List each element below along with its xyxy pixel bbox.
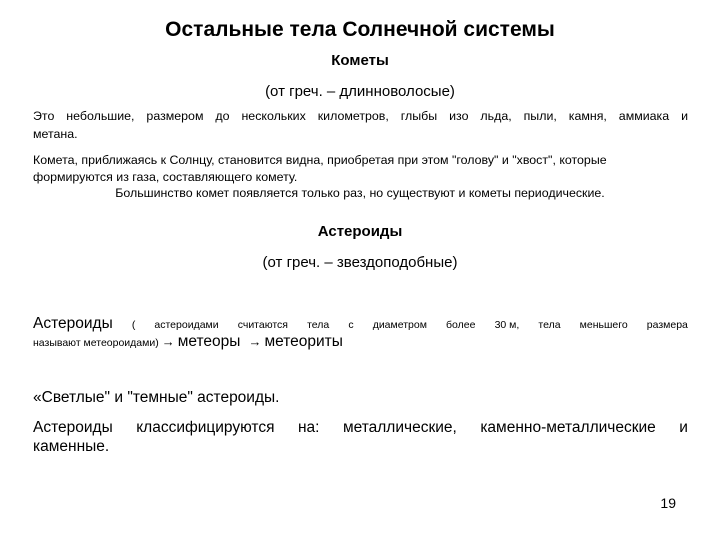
word: аммиака [618, 109, 670, 123]
classification-line-2: каменные. [33, 438, 110, 455]
comets-paragraph-1-line-2: метана. [33, 127, 78, 141]
word: тела [307, 319, 330, 331]
word: классифицируются [136, 419, 275, 436]
slide-title: Остальные тела Солнечной системы [165, 18, 555, 41]
word: небольшие, [66, 109, 135, 123]
word: размера [646, 319, 688, 331]
word: считаются [237, 319, 288, 331]
light-dark-asteroids: «Светлые" и "темные" астероиды. [33, 389, 280, 406]
word: размером [146, 109, 204, 123]
asteroids-etymology: (от греч. – звездоподобные) [262, 254, 458, 271]
word: на: [297, 419, 320, 436]
meteors-term: метеоры [177, 333, 241, 350]
page-number: 19 [660, 495, 676, 511]
word: меньшего [579, 319, 628, 331]
asteroids-heading: Астероиды [317, 223, 403, 240]
classification-line-1 [33, 419, 688, 437]
comets-etymology: (от греч. – длинноволосые) [265, 83, 455, 100]
word: металлические, [342, 419, 457, 436]
asteroids-size-line-1 [33, 315, 688, 333]
comets-heading: Кометы [331, 52, 389, 69]
word: с [348, 319, 354, 331]
word: и [679, 419, 688, 436]
word: изо [449, 109, 469, 123]
word: тела [538, 319, 561, 331]
word: диаметром [372, 319, 427, 331]
word: каменно-металлические [480, 419, 656, 436]
comets-paragraph-2-line-1: Комета, приближаясь к Солнцу, становится видна, приобретая при этом "голову" и "хвост", которые [33, 153, 607, 167]
word: ( [131, 319, 136, 331]
word: до [215, 109, 230, 123]
word: астероидами [154, 319, 219, 331]
word: камня, [568, 109, 607, 123]
word: льда, [480, 109, 512, 123]
word: глыбы [400, 109, 438, 123]
asteroids-word: Астероиды [33, 315, 113, 332]
word: и [681, 109, 688, 123]
word: Астероиды [33, 419, 113, 436]
word: 30 м, [494, 319, 520, 331]
arrow-right-icon: → [248, 334, 262, 349]
meteoroids-note: называют метеороидами) [33, 337, 159, 349]
word: более [446, 319, 476, 331]
comets-paragraph-2-line-2: формируются из газа, составляющего комету. [33, 170, 298, 184]
meteorites-term: метеориты [264, 333, 343, 350]
word: нескольких [241, 109, 306, 123]
asteroids-size-line-2 [33, 333, 343, 351]
word: пыли, [523, 109, 557, 123]
comets-paragraph-1-line-1 [33, 109, 688, 123]
word: километров, [317, 109, 389, 123]
word: Это [33, 109, 55, 123]
arrow-right-icon: → [161, 334, 175, 349]
comets-paragraph-3: Большинство комет появляется только раз, но существуют и кометы периодические. [115, 186, 605, 200]
